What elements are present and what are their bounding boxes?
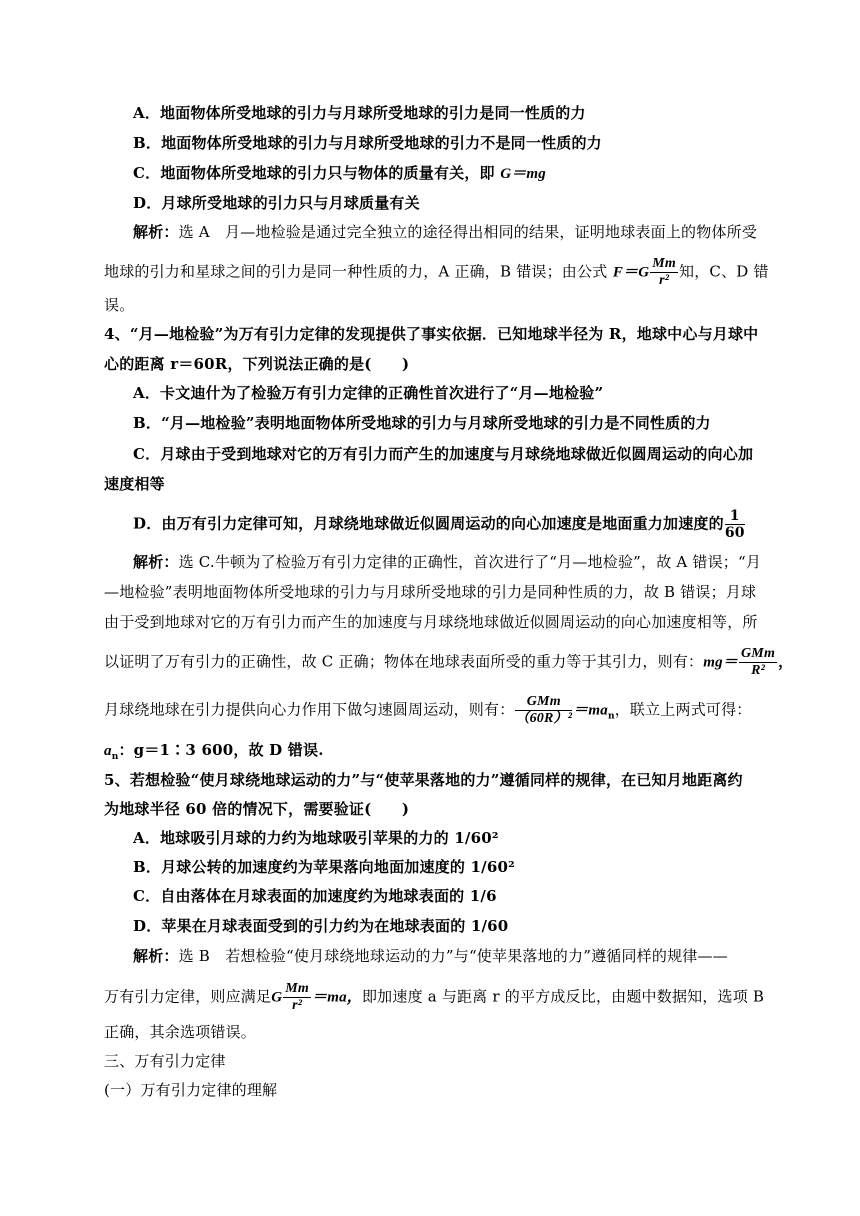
q5-analysis-line-2 xyxy=(104,981,765,1014)
q4-eq2-numerator: GMm xyxy=(515,694,572,711)
q5-eq-rhs: ＝ma， xyxy=(312,989,362,1006)
q5-option-d: D．苹果在月球表面受到的引力约为在地球表面的 1/60 xyxy=(133,917,509,935)
q3-option-b: B．地面物体所受地球的引力与月球所受地球的引力不是同一性质的力 xyxy=(133,134,602,152)
q4-analysis-text-1: 选 C.牛顿为了检验万有引力定律的正确性，首次进行了“月—地检验”，故 A 错误；“月 xyxy=(178,553,762,571)
q5-analysis-text-2a: 万有引力定律，则应满足 xyxy=(104,987,272,1006)
q3-option-a: A．地面物体所受地球的引力与月球所受地球的引力是同一性质的力 xyxy=(133,104,586,122)
q4-eq2-denominator: （60R）² xyxy=(515,711,573,726)
analysis-label: 解析： xyxy=(133,553,179,571)
q3-option-c-formula: G＝mg xyxy=(500,166,546,182)
q4-stem-2: 心的距离 r＝60R，下列说法正确的是( ) xyxy=(104,355,410,373)
q3-analysis-text-2a: 地球的引力和星球之间的引力是同一种性质的力，A 正确，B 错误；由公式 xyxy=(104,262,608,281)
q4-option-d-fraction xyxy=(725,508,745,541)
q5-eq-fraction xyxy=(283,981,311,1014)
q4-option-d-text: D．由万有引力定律可知，月球绕地球做近似圆周运动的向心加速度是地面重力加速度的 xyxy=(133,514,724,533)
q4-option-d xyxy=(133,508,760,541)
q4-analysis-line-2: —地检验”表明地面物体所受地球的引力与月球所受地球的引力是同种性质的力，故 B 错误；月球 xyxy=(104,583,757,601)
q5-eq-g: G xyxy=(271,989,283,1006)
q5-option-b: B．月球公转的加速度约为苹果落向地面加速度的 1/60² xyxy=(133,858,515,876)
q4-analysis-var-a: a xyxy=(104,743,112,759)
analysis-label: 解析： xyxy=(133,947,179,965)
q5-option-c: C．自由落体在月球表面的加速度约为地球表面的 1/6 xyxy=(133,887,497,905)
section-heading: 三、万有引力定律 xyxy=(104,1052,226,1070)
q4-analysis-var-a-sub: n xyxy=(111,752,119,762)
section-subheading: (一）万有引力定律的理解 xyxy=(104,1081,278,1099)
q4-stem-1: 4、“月—地检验”为万有引力定律的发现提供了事实依据．已知地球半径为 R，地球中心与月球中 xyxy=(104,325,759,343)
q3-formula-numerator: Mm xyxy=(652,256,677,271)
q4-eq2-rhs: ＝ma xyxy=(573,702,608,719)
q4-option-c-1: C．月球由于受到地球对它的万有引力而产生的加速度与月球绕地球做近似圆周运动的向心加 xyxy=(133,445,754,463)
q5-option-a: A．地球吸引月球的力约为地球吸引苹果的力的 1/60² xyxy=(133,829,499,847)
q3-analysis-line-3: 误。 xyxy=(104,296,135,314)
q3-analysis-line-2 xyxy=(104,256,769,289)
q4-analysis-text-4: 以证明了万有引力的正确性，故 C 正确；物体在地球表面所受的重力等于其引力，则有： xyxy=(104,652,704,671)
q4-option-a: A．卡文迪什为了检验万有引力定律的正确性首次进行了“月—地检验” xyxy=(133,384,604,402)
q4-eq1-numerator: GMm xyxy=(741,646,776,661)
analysis-label: 解析： xyxy=(133,223,179,241)
q4-analysis-line-4 xyxy=(104,646,794,679)
q3-analysis-text-1: 选 A 月—地检验是通过完全独立的途径得出相同的结果，证明地球表面上的物体所受 xyxy=(178,223,758,241)
q5-eq-numerator: Mm xyxy=(285,981,309,996)
q4-analysis-text-5-tail: ，联立上两式可得： xyxy=(614,700,752,719)
q4-analysis-text-6: ：g＝1∶3 600，故 D 错误. xyxy=(118,741,324,759)
q5-analysis-text-1: 选 B 若想检验“使月球绕地球运动的力”与“使苹果落地的力”遵循同样的规律—— xyxy=(178,947,728,965)
q3-option-c-text: C．地面物体所受地球的引力只与物体的质量有关，即 xyxy=(133,164,495,182)
q3-analysis-text-2b: 知，C、D 错 xyxy=(679,262,769,281)
q3-analysis-line-1 xyxy=(133,222,760,242)
q4-fraction-numerator: 1 xyxy=(725,508,745,525)
q4-analysis-line-3: 由于受到地球对它的万有引力而产生的加速度与月球绕地球做近似圆周运动的向心加速度相等，所 xyxy=(104,613,758,631)
q4-analysis-line-6 xyxy=(104,740,760,761)
q4-option-c-2: 速度相等 xyxy=(104,475,165,493)
q5-stem-1: 5、若想检验“使月球绕地球运动的力”与“使苹果落地的力”遵循同样的规律，在已知月地距离约 xyxy=(104,771,743,789)
q4-option-b: B．“月—地检验”表明地面物体所受地球的引力与月球所受地球的引力是不同性质的力 xyxy=(133,414,711,432)
q4-analysis-text-5: 月球绕地球在引力提供向心力作用下做匀速圆周运动，则有： xyxy=(104,700,515,719)
q4-analysis-line-1 xyxy=(133,552,760,572)
q3-option-d: D．月球所受地球的引力只与月球质量有关 xyxy=(133,194,420,212)
q3-formula-denominator: r² xyxy=(659,273,670,288)
q3-formula-fraction xyxy=(650,256,678,289)
q3-option-c xyxy=(133,163,760,184)
q4-eq1-lhs: mg＝ xyxy=(703,654,738,671)
q4-eq2-subscript: n xyxy=(607,711,615,722)
q3-formula-lhs: F＝G xyxy=(612,264,650,281)
q5-stem-2: 为地球半径 60 倍的情况下，需要验证( ) xyxy=(104,800,410,818)
q5-analysis-text-2b: 即加速度 a 与距离 r 的平方成反比，由题中数据知，选项 B xyxy=(361,987,765,1006)
q4-eq1-fraction xyxy=(739,646,777,679)
q4-eq1-denominator: R² xyxy=(751,663,765,678)
q4-eq2-fraction xyxy=(515,694,572,727)
q4-fraction-denominator: 60 xyxy=(724,525,745,541)
q4-analysis-line-5 xyxy=(104,694,760,727)
q5-analysis-line-3: 正确，其余选项错误。 xyxy=(104,1023,257,1041)
q5-eq-denominator: r² xyxy=(292,998,303,1013)
q4-eq1-tail: ， xyxy=(778,652,794,671)
q5-analysis-line-1 xyxy=(133,946,760,966)
